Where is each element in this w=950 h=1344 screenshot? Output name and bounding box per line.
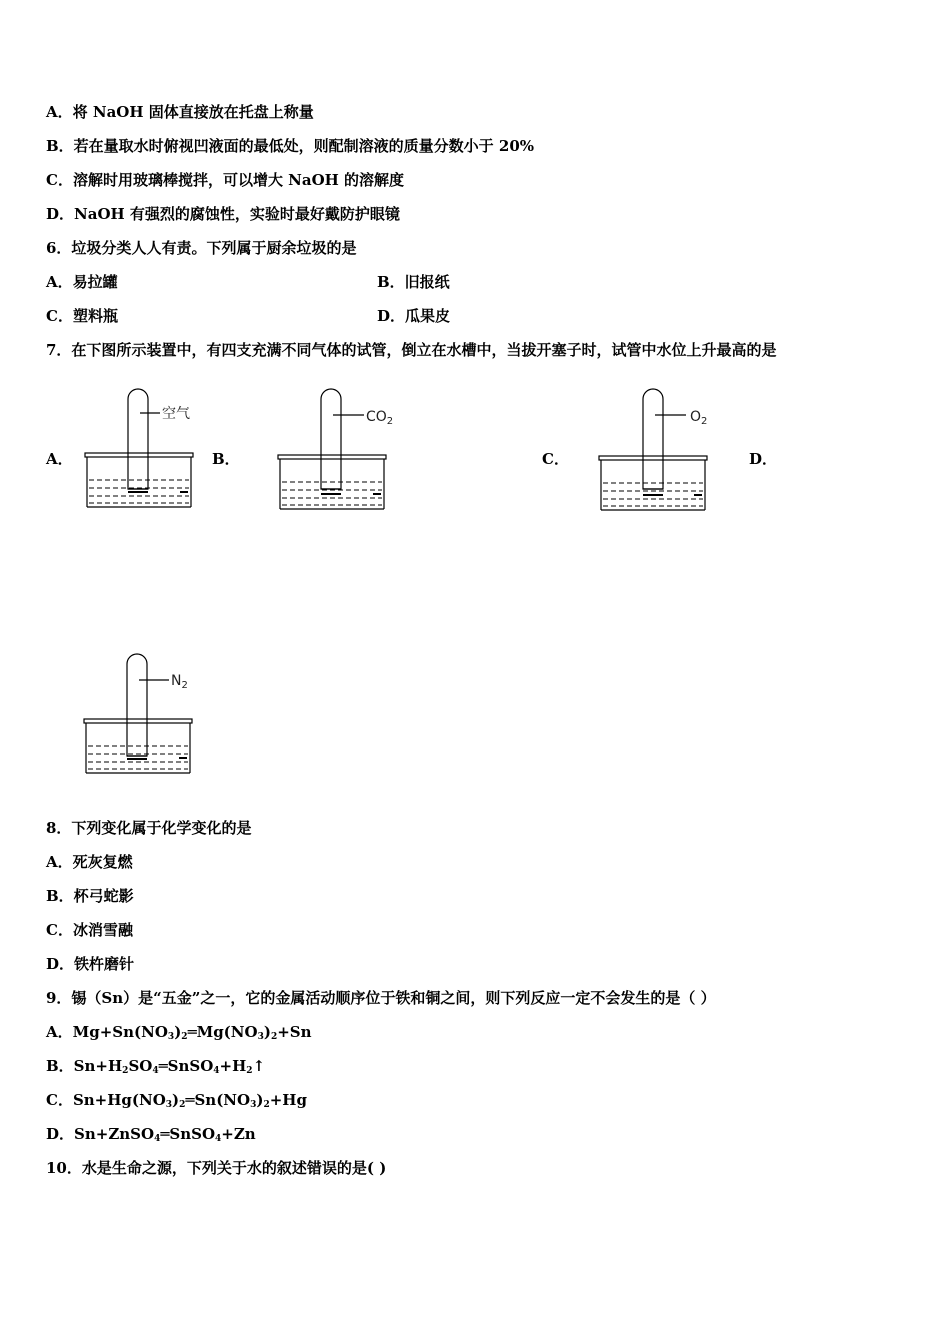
gas-label-air: 空气 [162, 406, 190, 422]
q9-stem: 9．锡（Sn）是“五金”之一，它的金属活动顺序位于铁和铜之间，则下列反应一定不会发生的是（ ） [46, 989, 716, 1007]
q10-stem: 10．水是生命之源，下列关于水的叙述错误的是( ) [46, 1159, 387, 1177]
q9-option-d: D．Sn+ZnSO$_4$═SnSO$_4$+Zn [46, 1125, 256, 1144]
q8-option-a: A．死灰复燃 [46, 853, 133, 871]
q6-stem: 6．垃圾分类人人有责。下列属于厨余垃圾的是 [46, 239, 357, 257]
gas-label-o2: $O_2$ [690, 409, 708, 427]
apparatus-air [82, 385, 212, 515]
q7-label-c: C． [542, 450, 569, 468]
q7-label-b: B． [212, 450, 240, 468]
apparatus-n2 [83, 652, 213, 782]
q9-option-a: A．$Mg+Sn(NO_3)_2═Mg(NO_3)_2+Sn$ [46, 1023, 312, 1042]
apparatus-o2 [598, 385, 728, 515]
q8-option-c: C．冰消雪融 [46, 921, 133, 939]
q5-option-c: C．溶解时用玻璃棒搅拌，可以增大 NaOH 的溶解度 [46, 171, 405, 189]
q8-stem: 8．下列变化属于化学变化的是 [46, 819, 252, 837]
q9-option-b: B．$Sn+H_2SO_4═SnSO_4+H_2↑$ [46, 1057, 266, 1076]
q5-option-b: B．若在量取水时俯视凹液面的最低处，则配制溶液的质量分数小于 20% [46, 137, 535, 155]
q6-option-d: D．瓜果皮 [377, 307, 451, 325]
gas-label-co2: $CO_2$ [366, 409, 394, 427]
q7-label-a: A． [46, 450, 73, 468]
q6-option-c: C．塑料瓶 [46, 307, 118, 325]
q5-option-a: A．将 NaOH 固体直接放在托盘上称量 [46, 103, 314, 121]
gas-label-n2: $N_2$ [171, 673, 188, 691]
q8-option-b: B．杯弓蛇影 [46, 887, 134, 905]
q7-label-d: D． [749, 450, 778, 468]
q9-option-c: C．$Sn+Hg(NO_3)_2═Sn(NO_3)_2+Hg$ [46, 1091, 307, 1110]
q6-option-a: A．易拉罐 [46, 273, 118, 291]
apparatus-co2 [276, 385, 406, 515]
q5-option-d: D．NaOH 有强烈的腐蚀性，实验时最好戴防护眼镜 [46, 205, 400, 223]
q7-stem: 7．在下图所示装置中，有四支充满不同气体的试管，倒立在水槽中，当拔开塞子时，试管中水位上升最高的是 [46, 341, 777, 359]
q6-option-b: B．旧报纸 [377, 273, 450, 291]
q8-option-d: D．铁杵磨针 [46, 955, 135, 973]
